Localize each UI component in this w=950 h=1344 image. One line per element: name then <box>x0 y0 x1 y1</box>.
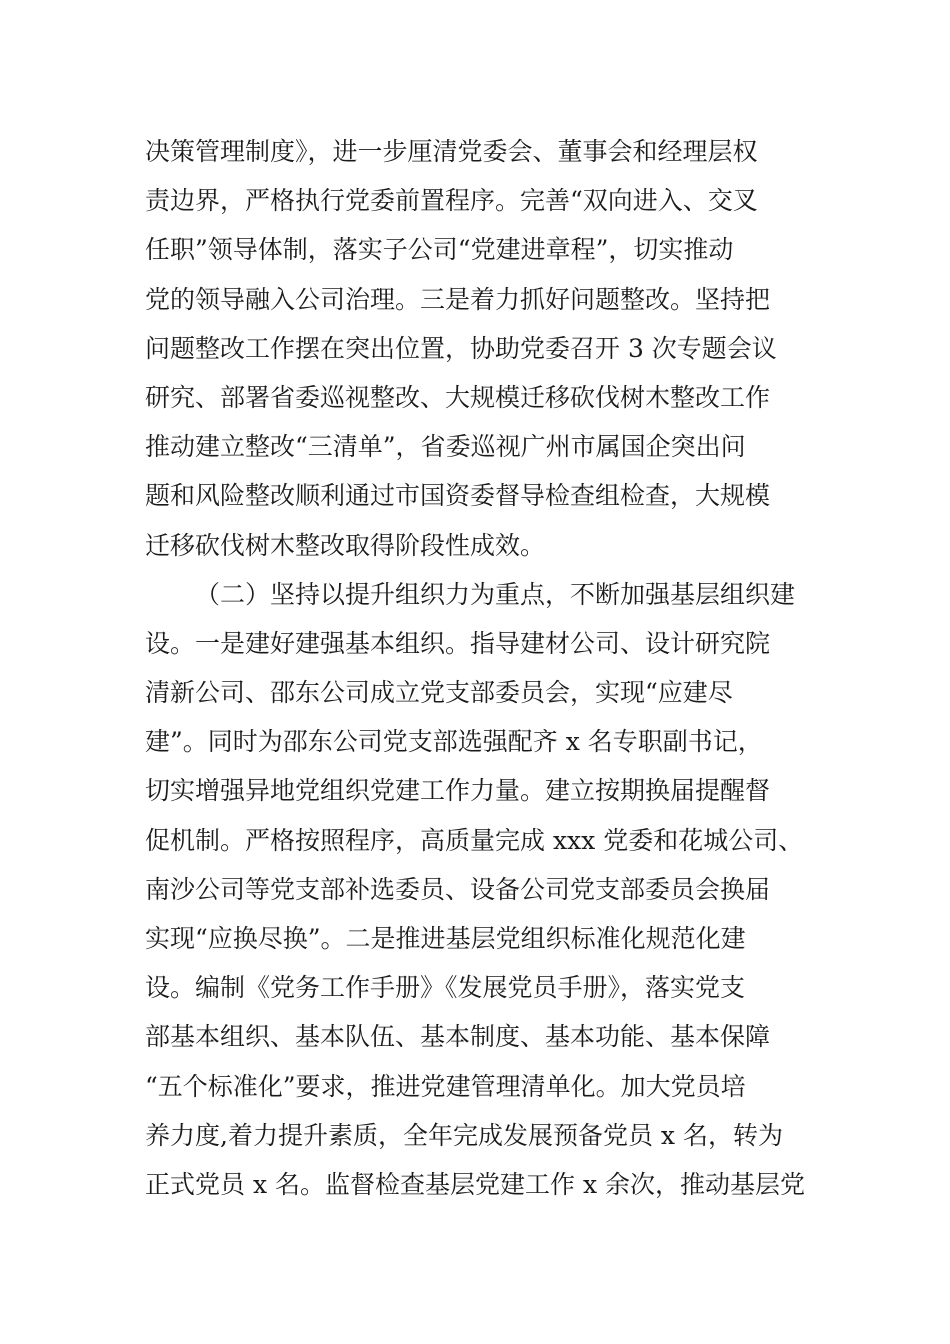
text-line: 问题整改工作摆在突出位置，协助党委召开 3 次专题会议 <box>145 333 777 363</box>
text-line: 清新公司、邵东公司成立党支部委员会，实现“应建尽 <box>145 678 733 708</box>
text-line: 部基本组织、基本队伍、基本制度、基本功能、基本保障 <box>145 1022 771 1052</box>
section-heading-line: （二）坚持以提升组织力为重点，不断加强基层组织建 <box>195 579 796 609</box>
text-line: 养力度,着力提升素质，全年完成发展预备党员 x 名，转为 <box>145 1120 783 1150</box>
text-line: 促机制。严格按照程序，高质量完成 xxx 党委和花城公司、 <box>145 825 804 855</box>
text-line: 决策管理制度》，进一步厘清党委会、董事会和经理层权 <box>145 137 758 166</box>
text-line: 正式党员 x 名。监督检查基层党建工作 x 余次，推动基层党 <box>145 1169 805 1199</box>
text-line: 设。编制《党务工作手册》《发展党员手册》，落实党支 <box>145 973 746 1003</box>
text-line: 建”。同时为邵东公司党支部选强配齐 x 名专职副书记， <box>145 727 763 757</box>
text-line: 题和风险整改顺利通过市国资委督导检查组检查，大规模 <box>145 481 771 511</box>
text-line: 切实增强异地党组织党建工作力量。建立按期换届提醒督 <box>145 776 771 806</box>
text-line: “五个标准化”要求，推进党建管理清单化。加大党员培 <box>145 1071 746 1101</box>
text-line: 迁移砍伐树木整改取得阶段性成效。 <box>145 530 546 560</box>
text-line: 党的领导融入公司治理。三是着力抓好问题整改。坚持把 <box>145 284 771 314</box>
text-line: 任职”领导体制，落实子公司“党建进章程”，切实推动 <box>145 235 734 265</box>
text-line: 责边界，严格执行党委前置程序。完善“双向进入、交叉 <box>145 186 758 216</box>
text-line: 设。一是建好建强基本组织。指导建材公司、设计研究院 <box>145 628 771 658</box>
body-text <box>145 127 817 1209</box>
text-line: 实现“应换尽换”。二是推进基层党组织标准化规范化建 <box>145 924 746 953</box>
text-line: 推动建立整改“三清单”，省委巡视广州市属国企突出问 <box>145 432 746 462</box>
text-line: 南沙公司等党支部补选委员、设备公司党支部委员会换届 <box>145 874 771 904</box>
text-line: 研究、部署省委巡视整改、大规模迁移砍伐树木整改工作 <box>145 382 771 412</box>
